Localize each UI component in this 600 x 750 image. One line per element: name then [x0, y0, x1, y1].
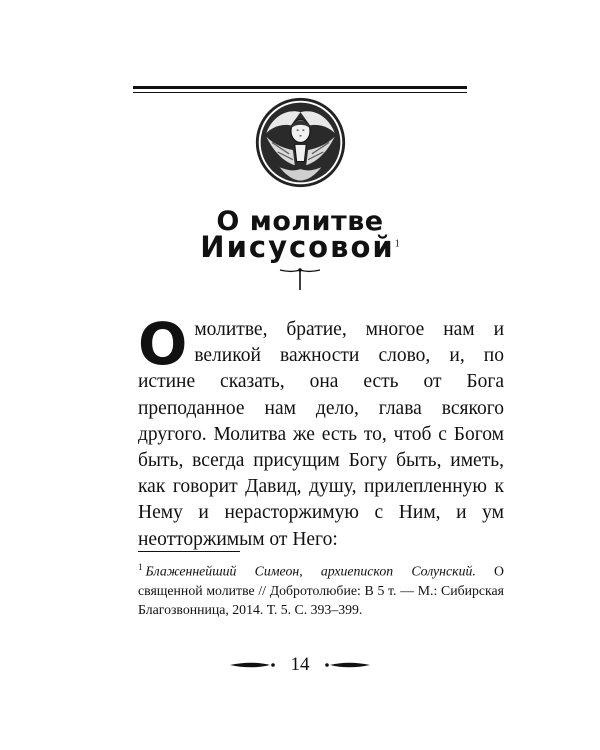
footnote-author: Блаженнейший Симеон, архиепископ Солунский. — [145, 563, 476, 579]
chapter-title-line-2 — [0, 230, 600, 264]
left-ornament-icon — [230, 659, 276, 671]
footnote — [138, 558, 504, 619]
title-ornament-icon — [278, 262, 322, 292]
page-number-row — [230, 653, 370, 677]
footnote-number: 1 — [138, 562, 143, 572]
footnote-rule — [138, 551, 240, 552]
header-rule-thick — [133, 86, 467, 89]
seraph-medallion-icon — [253, 95, 348, 190]
chapter-title-text: Иисусовой — [200, 230, 395, 264]
body-text: молитве, братие, многое нам и великой важности слово, и, по истине сказать, она есть от Бога преподанное нам дело, глава всякого другого. Молитва же есть то, чтоб с Богом быть, всегда присущим Богу быть, иметь, как говорит Давид, душу, прилепленную к Нему и нерасторжимую с Ним, и ум неотторжимым от Него: — [138, 319, 504, 550]
footnote-source: О священной молитве // Добротолюбие: В 5 т. — М.: Сибирская Благозвонница, 2014. Т. 5. С. 393–399. — [138, 563, 504, 617]
right-ornament-icon — [324, 659, 370, 671]
chapter-title-line-1: О молитве — [216, 206, 384, 237]
body-paragraph — [138, 310, 504, 553]
footnote-reference: 1 — [394, 238, 400, 250]
drop-cap: О — [138, 310, 188, 378]
header-rule-thin — [133, 92, 467, 93]
page-number: 14 — [290, 654, 310, 675]
